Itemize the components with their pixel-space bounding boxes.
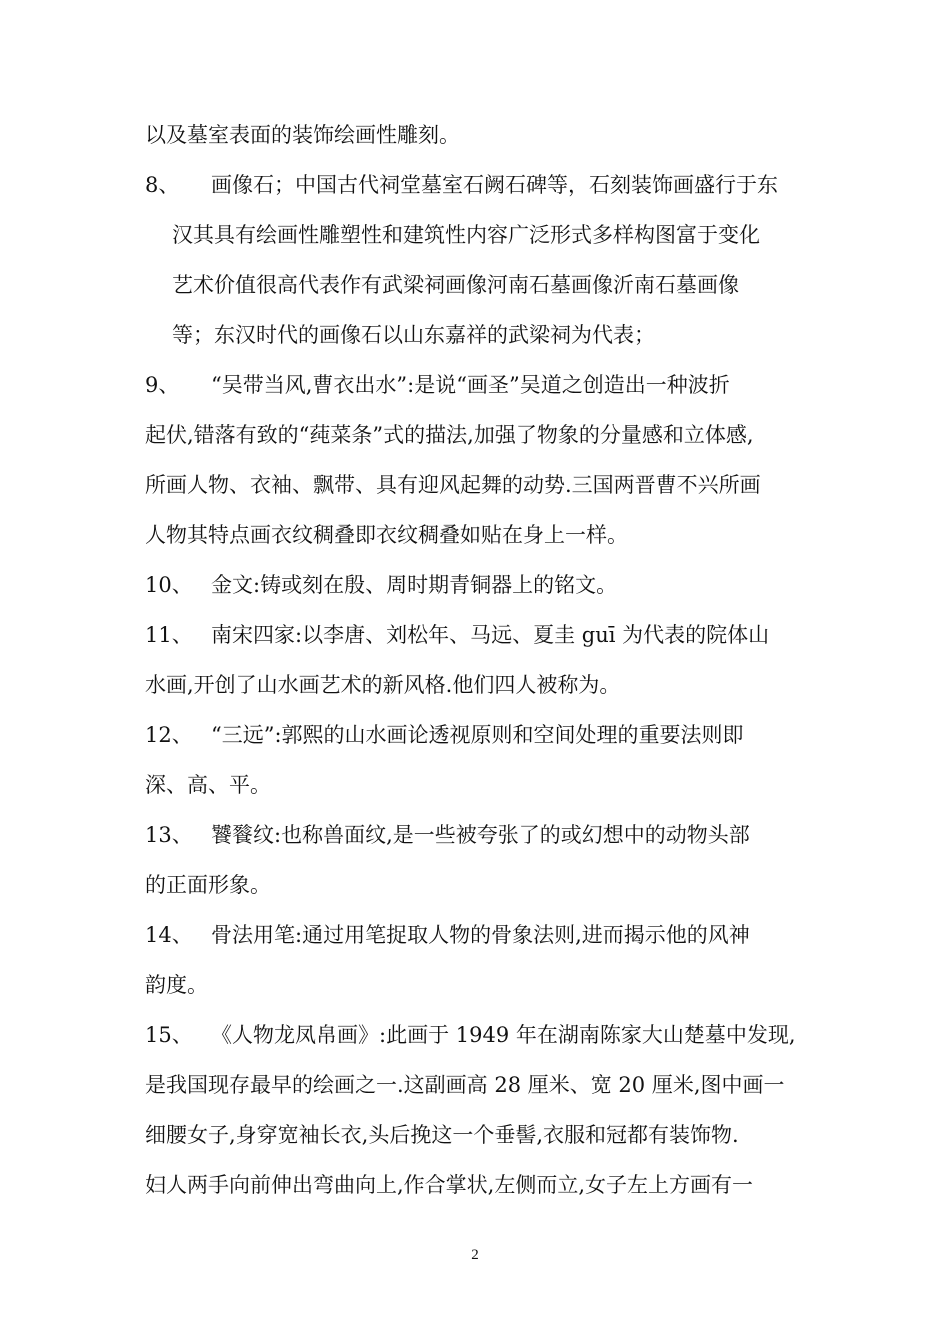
list-item-12: 12、 “三远”:郭熙的山水画论透视原则和空间处理的重要法则即 [145,720,815,750]
item-number: 8、 [145,173,180,197]
text-line: 以及墓室表面的装饰绘画性雕刻。 [145,123,460,147]
item-number: 9、 [145,373,180,397]
text-line: 所画人物、衣袖、飘带、具有迎风起舞的动势.三国两晋曹不兴所画 [145,473,761,497]
text-line: 深、高、平。 [145,773,271,797]
list-item-13: 13、 饕餮纹:也称兽面纹,是一些被夸张了的或幻想中的动物头部 [145,820,815,850]
list-item-9: 9、 “吴带当风,曹衣出水”:是说“画圣”吴道之创造出一种波折 [145,370,815,400]
text-line: 细腰女子,身穿宽袖长衣,头后挽这一个垂髻,衣服和冠都有装饰物. [145,1123,739,1147]
text-line: 韵度。 [145,973,208,997]
page-number: 2 [471,1247,479,1263]
item-number: 15、 [145,1023,193,1047]
item-number: 14、 [145,923,193,947]
item-number: 12、 [145,723,193,747]
list-item-8: 8、 画像石；中国古代祠堂墓室石阙石碑等，石刻装饰画盛行于东 [145,170,815,200]
text-line: 人物其特点画衣纹稠叠即衣纹稠叠如贴在身上一样。 [145,523,628,547]
list-item-11: 11、 南宋四家:以李唐、刘松年、马远、夏圭 guī 为代表的院体山 [145,620,815,650]
item-number: 13、 [145,823,193,847]
text-line: 的正面形象。 [145,873,271,897]
text-line: 起伏,错落有致的“莼菜条”式的描法,加强了物象的分量感和立体感, [145,423,754,447]
list-item-15: 15、 《人物龙凤帛画》:此画于 1949 年在湖南陈家大山楚墓中发现, [145,1020,815,1050]
text-line: 艺术价值很高代表作有武梁祠画像河南石墓画像沂南石墓画像 [172,273,739,297]
item-number: 10、 [145,573,193,597]
text-line: 水画,开创了山水画艺术的新风格.他们四人被称为。 [145,673,621,697]
list-item-14: 14、 骨法用笔:通过用笔捉取人物的骨象法则,进而揭示他的风神 [145,920,815,950]
list-item-10: 10、 金文:铸或刻在殷、周时期青铜器上的铭文。 [145,570,815,600]
text-line: 等；东汉时代的画像石以山东嘉祥的武梁祠为代表； [172,323,655,347]
item-number: 11、 [145,623,193,647]
text-line: 汉其具有绘画性雕塑性和建筑性内容广泛形式多样构图富于变化 [172,223,760,247]
text-line: 妇人两手向前伸出弯曲向上,作合掌状,左侧而立,女子左上方画有一 [145,1173,754,1197]
text-line: 是我国现存最早的绘画之一.这副画高 28 厘米、宽 20 厘米,图中画一 [145,1073,785,1097]
